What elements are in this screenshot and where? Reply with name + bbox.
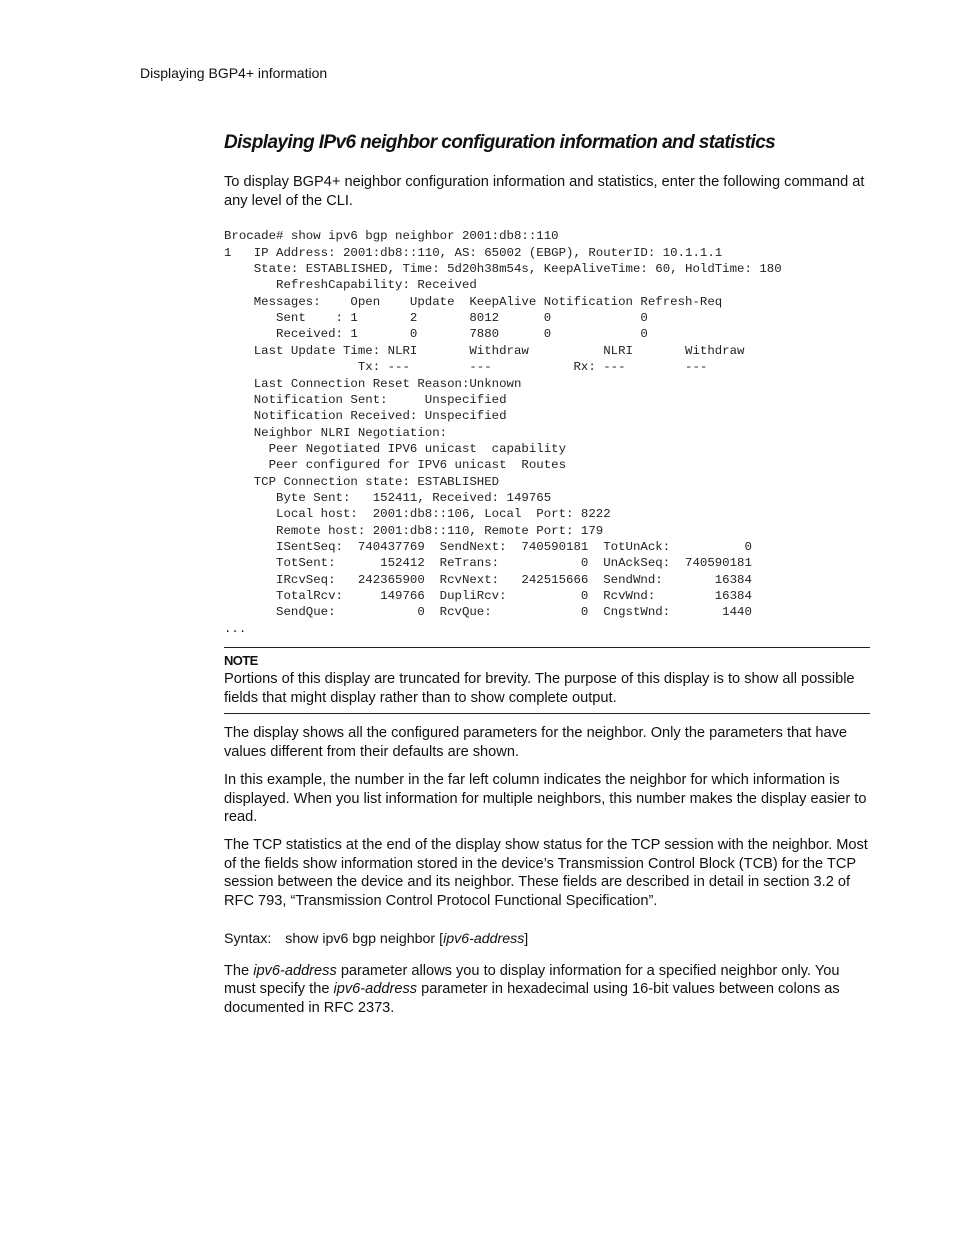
cli-output-line: Messages: Open Update KeepAlive Notification Refresh-Req (224, 294, 723, 309)
syntax-open-bracket: [ (439, 930, 444, 947)
section-title: Displaying IPv6 neighbor configuration information and statistics (224, 132, 776, 153)
running-header: Displaying BGP4+ information (140, 65, 328, 81)
syntax-label: Syntax: (224, 930, 272, 947)
cli-output-line: Byte Sent: 152411, Received: 149765 (224, 490, 552, 505)
intro-paragraph: To display BGP4+ neighbor configuration information and statistics, enter the following command at any level of the CLI. (224, 174, 865, 209)
cli-output-line: Remote host: 2001:db8::110, Remote Port: 179 (224, 523, 604, 538)
cli-output-line: Notification Received: Unspecified (224, 409, 507, 424)
cli-output-line: Last Connection Reset Reason:Unknown (224, 376, 522, 391)
main-content (224, 132, 870, 1018)
cli-output-line: Last Update Time: NLRI Withdraw NLRI Withdraw (224, 343, 745, 358)
cli-output-line: State: ESTABLISHED, Time: 5d20h38m54s, KeepAliveTime: 60, HoldTime: 180 (224, 262, 782, 277)
cli-output-line: Local host: 2001:db8::106, Local Port: 8222 (224, 507, 611, 522)
final-text-3: parameter in hexadecimal using 16-bit values between colons as documented in RFC 2373. (224, 981, 840, 1017)
syntax-param: ipv6-address (443, 930, 525, 947)
note-text: Portions of this display are truncated for brevity. The purpose of this display is to show all possible fields that might display rather than to show complete output. (224, 671, 855, 706)
cli-output-line: Received: 1 0 7880 0 0 (224, 327, 648, 342)
cli-output-line: Brocade# show ipv6 bgp neighbor 2001:db8::110 (224, 229, 559, 244)
cli-output-line: RefreshCapability: Received (224, 278, 477, 293)
final-text-2: parameter allows you to display information for a specified neighbor only. You must specify the (224, 962, 840, 998)
cli-output-line: SendQue: 0 RcvQue: 0 CngstWnd: 1440 (224, 605, 752, 620)
cli-output-line: Tx: --- --- Rx: --- --- (224, 360, 708, 375)
cli-output-line: TotalRcv: 149766 DupliRcv: 0 RcvWnd: 16384 (224, 588, 752, 603)
cli-output-line: Neighbor NLRI Negotiation: (224, 425, 448, 440)
final-text-1: The (224, 962, 254, 979)
paragraph-tcp-statistics: The TCP statistics at the end of the display show status for the TCP session with the neighbor. Most of the fields show information stored in the device’s Transmission Control Block (TCB) for the TCP session between the device and its neighbor. These fields are described in detail in section 3.2 of RFC 793, “Transmission Control Protocol Functional Specification”. (224, 836, 868, 910)
cli-output-line: TCP Connection state: ESTABLISHED (224, 474, 500, 489)
cli-output-block (224, 228, 870, 637)
cli-output-line: Peer configured for IPV6 unicast Routes (224, 458, 567, 473)
cli-output-line: TotSent: 152412 ReTrans: 0 UnAckSeq: 740590181 (224, 556, 752, 571)
cli-output-line: Peer Negotiated IPV6 unicast capability (224, 441, 567, 456)
cli-output-line: ISentSeq: 740437769 SendNext: 740590181 TotUnAck: 0 (224, 539, 752, 554)
cli-output-line: ... (224, 621, 247, 636)
cli-output-line: IRcvSeq: 242365900 RcvNext: 242515666 SendWnd: 16384 (224, 572, 752, 587)
paragraph-neighbor-column: In this example, the number in the far left column indicates the neighbor for which information is displayed. When you list information for multiple neighbors, this number makes the display easier to read. (224, 771, 867, 826)
note-label: NOTE (224, 653, 258, 668)
final-param-1: ipv6-address (253, 962, 337, 979)
note-box (224, 647, 870, 714)
syntax-command: show ipv6 bgp neighbor (285, 930, 436, 947)
syntax-close-bracket: ] (524, 930, 529, 947)
cli-output-line: 1 IP Address: 2001:db8::110, AS: 65002 (EBGP), RouterID: 10.1.1.1 (224, 245, 723, 260)
paragraph-configured-parameters: The display shows all the configured parameters for the neighbor. Only the parameters that have values different from their defaults are shown. (224, 725, 848, 761)
cli-output-line: Notification Sent: Unspecified (224, 392, 507, 407)
cli-output-line: Sent : 1 2 8012 0 0 (224, 311, 648, 326)
paragraph-ipv6-address (224, 962, 870, 1018)
syntax-line (224, 930, 870, 948)
final-param-2: ipv6-address (333, 981, 418, 998)
